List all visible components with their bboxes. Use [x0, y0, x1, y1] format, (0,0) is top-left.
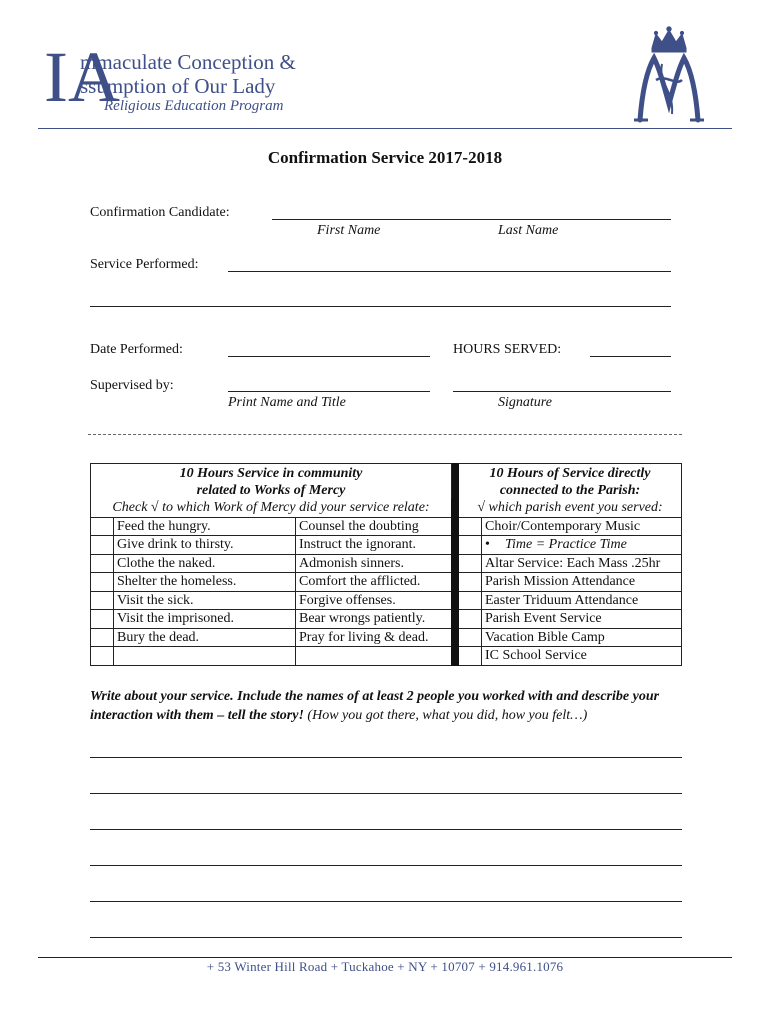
write-prompt [90, 687, 690, 725]
parish-event: Parish Event Service [482, 610, 682, 629]
parish-event-instruction: √ which parish event you served: [459, 499, 682, 517]
write-prompt-text: Write about your service. Include the names of at least 2 people you worked with and describe your interaction with them – tell the story! [90, 689, 660, 723]
supervised-by-label: Supervised by: [90, 378, 174, 393]
section-divider [88, 434, 682, 435]
corporal-check-box[interactable] [91, 647, 114, 666]
story-line-3[interactable] [90, 829, 682, 830]
works-of-mercy-instruction: Check √ to which Work of Mercy did your service relate: [91, 499, 452, 517]
corporal-work: Shelter the homeless. [114, 573, 296, 592]
parish-event: Easter Triduum Attendance [482, 591, 682, 610]
instruction-row [91, 499, 682, 517]
parish-event [482, 536, 682, 555]
story-line-4[interactable] [90, 865, 682, 866]
corporal-work: Give drink to thirsty. [114, 536, 296, 555]
table-row [91, 573, 682, 592]
write-prompt-hint: (How you got there, what you did, how you felt…) [307, 708, 588, 723]
story-line-6[interactable] [90, 937, 682, 938]
corporal-check-box[interactable] [91, 591, 114, 610]
supervisor-signature-field[interactable] [453, 391, 671, 392]
parish-check-box[interactable] [459, 591, 482, 610]
parish-name-line1: mmaculate Conception & [80, 50, 296, 74]
parish-check-box[interactable] [459, 610, 482, 629]
crowned-m-monogram-icon [626, 24, 712, 128]
parish-check-box[interactable] [459, 554, 482, 573]
parish-event: Parish Mission Attendance [482, 573, 682, 592]
spiritual-work: Forgive offenses. [296, 591, 452, 610]
table-row [91, 610, 682, 629]
header-divider [38, 128, 732, 129]
spiritual-work [296, 647, 452, 666]
parish-event: Altar Service: Each Mass .25hr [482, 554, 682, 573]
table-row [91, 554, 682, 573]
community-service-header [91, 464, 452, 500]
candidate-label: Confirmation Candidate: [90, 205, 230, 220]
table-header-row [91, 464, 682, 500]
corporal-work: Visit the sick. [114, 591, 296, 610]
spiritual-work: Bear wrongs patiently. [296, 610, 452, 629]
bullet-icon: • [485, 537, 490, 553]
first-name-caption: First Name [317, 223, 381, 238]
corporal-work [114, 647, 296, 666]
parish-check-box[interactable] [459, 536, 482, 555]
column-separator [452, 464, 459, 666]
story-line-5[interactable] [90, 901, 682, 902]
print-name-caption: Print Name and Title [228, 395, 346, 410]
logo-initials: IA [44, 37, 120, 117]
supervisor-name-field[interactable] [228, 391, 430, 392]
corporal-work: Feed the hungry. [114, 517, 296, 536]
story-line-2[interactable] [90, 793, 682, 794]
footer-divider [38, 957, 732, 958]
parish-check-box[interactable] [459, 573, 482, 592]
corporal-work: Clothe the naked. [114, 554, 296, 573]
story-line-1[interactable] [90, 757, 682, 758]
parish-check-box[interactable] [459, 517, 482, 536]
parish-event: IC School Service [482, 647, 682, 666]
parish-check-box[interactable] [459, 647, 482, 666]
table-row [91, 517, 682, 536]
service-performed-field[interactable] [228, 271, 671, 272]
service-performed-field-line2[interactable] [90, 306, 671, 307]
corporal-check-box[interactable] [91, 573, 114, 592]
service-table [90, 463, 682, 666]
parish-event: Vacation Bible Camp [482, 628, 682, 647]
table-row [91, 536, 682, 555]
parish-header-line1: 10 Hours of Service directly [489, 466, 651, 481]
footer-address: + 53 Winter Hill Road + Tuckahoe + NY + 10707 + 914.961.1076 [206, 959, 564, 974]
community-header-line1: 10 Hours Service in community [179, 466, 363, 481]
page-title: Confirmation Service 2017-2018 [267, 148, 503, 167]
corporal-check-box[interactable] [91, 536, 114, 555]
parish-header-line2: connected to the Parish: [499, 483, 641, 498]
corporal-work: Bury the dead. [114, 628, 296, 647]
parish-check-box[interactable] [459, 628, 482, 647]
table-row [91, 647, 682, 666]
corporal-check-box[interactable] [91, 628, 114, 647]
date-performed-field[interactable] [228, 356, 430, 357]
signature-caption: Signature [498, 395, 552, 410]
hours-served-label: HOURS SERVED: [453, 342, 562, 357]
spiritual-work: Comfort the afflicted. [296, 573, 452, 592]
parish-name-line2: ssumption of Our Lady [80, 74, 276, 98]
corporal-check-box[interactable] [91, 610, 114, 629]
community-header-line2: related to Works of Mercy [196, 483, 346, 498]
candidate-name-field[interactable] [272, 219, 671, 220]
table-row [91, 591, 682, 610]
parish-service-header [459, 464, 682, 500]
spiritual-work: Admonish sinners. [296, 554, 452, 573]
hours-served-field[interactable] [590, 356, 671, 357]
corporal-work: Visit the imprisoned. [114, 610, 296, 629]
spiritual-work: Counsel the doubting [296, 517, 452, 536]
parish-event: Choir/Contemporary Music [482, 517, 682, 536]
last-name-caption: Last Name [498, 223, 559, 238]
spiritual-work: Pray for living & dead. [296, 628, 452, 647]
corporal-check-box[interactable] [91, 554, 114, 573]
table-row [91, 628, 682, 647]
spiritual-work: Instruct the ignorant. [296, 536, 452, 555]
program-name: Religious Education Program [104, 98, 284, 114]
date-performed-label: Date Performed: [90, 342, 183, 357]
parish-event-text: Time = Practice Time [505, 537, 627, 553]
corporal-check-box[interactable] [91, 517, 114, 536]
service-performed-label: Service Performed: [90, 257, 199, 272]
